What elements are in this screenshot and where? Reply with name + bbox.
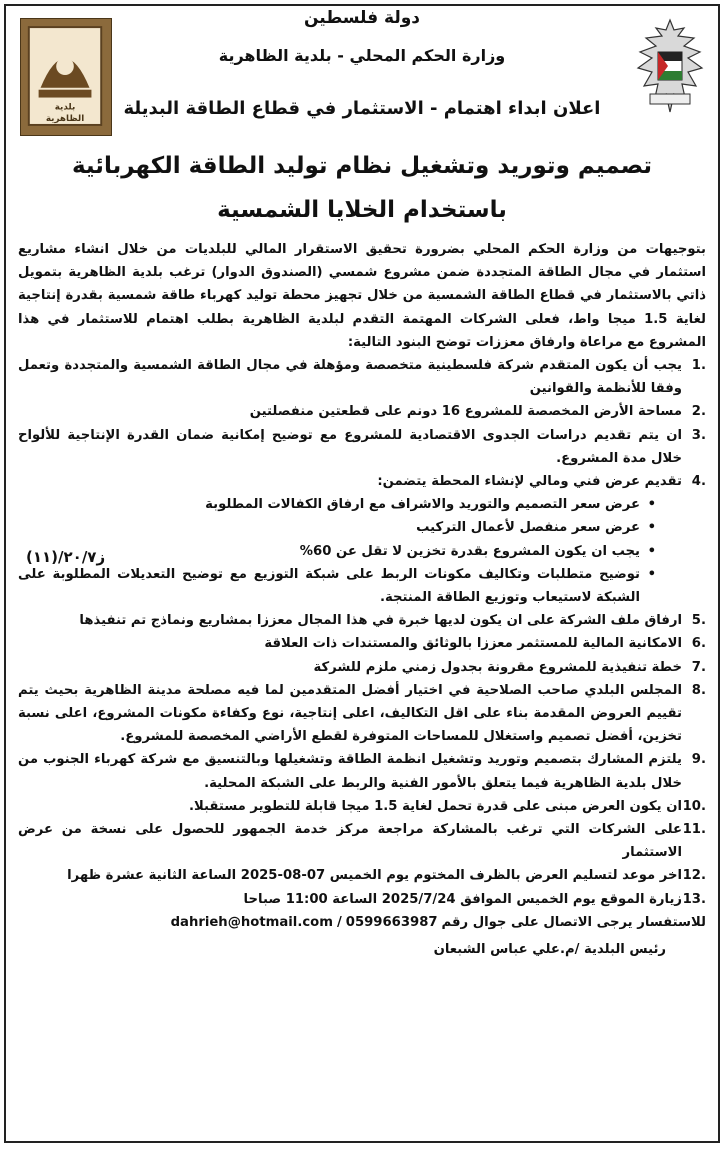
item-text: تقديم عرض فني ومالي لإنشاء المحطة يتضمن: (377, 474, 682, 490)
item-text: خطة تنفيذية للمشروع مقرونة بجدول زمني ملزم للشركة (313, 659, 682, 675)
main-title (6, 144, 718, 232)
item-number: .7 (691, 659, 706, 675)
item-text: على الشركات التي ترغب بالمشاركة مراجعة مركز خدمة الجمهور للحصول على نسخة من عرض الاستثمار (18, 822, 682, 861)
requirement-item (18, 609, 706, 632)
item-number: .11 (682, 822, 706, 838)
item-number: .8 (691, 682, 706, 698)
item-text: ان يكون العرض مبنى على قدرة تحمل لغاية 1.5 ميجا قابلة للتطوير مستقبلا. (188, 798, 682, 814)
main-title-line-2: باستخدام الخلايا الشمسية (217, 197, 507, 223)
item-number: .3 (691, 427, 706, 443)
main-title-line-1: تصميم وتوريد وتشغيل نظام توليد الطاقة الكهربائية (71, 153, 653, 179)
item-text-block (18, 424, 682, 470)
item-text: يجب أن يكون المتقدم شركة فلسطينية متخصصة ومؤهلة في مجال الطاقة الشمسية والمتجددة وتعمل وفقا للأنظمة والقوانين (18, 358, 682, 397)
contact-label: للاستفسار يرجى الاتصال على جوال رقم (441, 914, 706, 930)
sub-item: • عرض سعر التصميم والتوريد والاشراف مع ارفاق الكفالات المطلوبة (18, 493, 656, 516)
intro-paragraph: بتوجيهات من وزارة الحكم المحلي بضرورة تحقيق الاستقرار المالي للبلديات من خلال انشاء مشاريع استثمار في مجال الطاقة المتجددة ضمن مشروع شمسي (الصندوق الدوار) ترغب بلدية الظاهرية بتمويل ذاتي بالاستثمار في قطاع الطاقة الشمسية من خلال تجهيز محطة توليد كهرباء طاقة شمسية بقدرة إنتاجية لغاية 1.5 ميجا واط، فعلى الشركات المهتمة التقدم لبلدية الظاهرية بطلب اهتمام للاستثمار في هذا المشروع مع مراعاة وارفاق معززات توضح البنود التالية: (18, 242, 706, 350)
item-text: الامكانية المالية للمستثمر معززا بالوثائق والمستندات ذات العلاقة (264, 636, 682, 652)
notice-body (6, 232, 718, 961)
item-number: .1 (691, 358, 706, 374)
reference-number: ز٢٠/٧/(١١) (26, 548, 106, 566)
state-name: دولة فلسطين (303, 8, 421, 28)
sub-item-list (18, 493, 682, 609)
item-number: .10 (682, 798, 706, 814)
logo-text-bottom: الظاهرية (45, 114, 85, 125)
item-number: .4 (691, 474, 706, 490)
sub-item: • يجب ان يكون المشروع بقدرة تخزين لا تقل عن 60% (18, 540, 656, 563)
requirement-item (18, 470, 706, 609)
item-text: يلتزم المشارك بتصميم وتوريد وتشغيل انظمة الطاقة وتشغيلها وبالتنسيق مع شركة كهرباء الجنوب من خلال بلدية الظاهرية فيما يتعلق بالأمور الفنية والربط على الشبكة المحلية. (18, 752, 682, 791)
item-text-block (18, 632, 682, 655)
requirement-item (18, 632, 706, 655)
item-number: .12 (682, 868, 706, 884)
sub-item: • توضيح متطلبات وتكاليف مكونات الربط على شبكة التوزيع مع توضيح التعديلات المطلوبة على الشبكة لاستيعاب وتوزيع الطاقة المنتجة. (18, 563, 656, 609)
requirement-item (18, 864, 706, 887)
item-number: .9 (691, 752, 706, 768)
item-text: مساحة الأرض المخصصة للمشروع 16 دونم على قطعتين منفصلتين (249, 404, 682, 420)
requirement-item (18, 424, 706, 470)
requirement-item (18, 656, 706, 679)
signature: رئيس البلدية /م.علي عباس الشبعان (433, 942, 666, 958)
sub-item: • عرض سعر منفصل لأعمال التركيب (18, 516, 656, 539)
contact-phone[interactable]: 0599663987 (345, 914, 438, 930)
requirement-item (18, 748, 706, 794)
requirement-item (18, 400, 706, 423)
item-number: .6 (691, 636, 706, 652)
palestine-emblem-icon (634, 16, 706, 116)
item-text-block (18, 656, 682, 679)
requirements-list (18, 354, 706, 911)
item-text-block (18, 864, 682, 887)
item-text: المجلس البلدي صاحب الصلاحية في اختيار أفضل المتقدمين لما فيه مصلحة مدينة الظاهرية بحيث يتم تقييم العروض المقدمة بناء على اقل التكاليف، اعلى إنتاجية، نوع وكفاءة مكونات المشروع، اعلى نسبة تخزين، أفضل تصميم واستغلال للمساحات المتوفرة لقطع الأراضي المخصصة للمشروع. (18, 682, 682, 745)
requirement-item (18, 679, 706, 749)
requirement-item (18, 795, 706, 818)
notice-title: اعلان ابداء اهتمام - الاستثمار في قطاع الطاقة البديلة (123, 98, 601, 119)
item-text: زيارة الموقع يوم الخميس الموافق 2025/7/24 الساعة 11:00 صباحا (243, 891, 682, 907)
item-text-block (18, 609, 682, 632)
item-text-block (18, 470, 682, 609)
requirement-item (18, 354, 706, 400)
logo-text-top: بلدية (54, 102, 76, 113)
ministry-name: وزارة الحكم المحلي - بلدية الظاهرية (218, 46, 506, 65)
item-number: .5 (691, 613, 706, 629)
item-text-block (18, 818, 682, 864)
item-text-block (18, 679, 682, 749)
municipality-logo (20, 18, 112, 136)
item-text-block (18, 354, 682, 400)
contact-separator: / (336, 914, 342, 930)
item-text-block (18, 748, 682, 794)
item-text: ان يتم تقديم دراسات الجدوى الاقتصادية للمشروع مع توضيح إمكانية ضمان القدرة الإنتاجية للألواح خلال مدة المشروع. (18, 427, 682, 466)
item-text-block (18, 888, 682, 911)
item-text: ارفاق ملف الشركة على ان يكون لديها خبرة في هذا المجال معززا بمشاريع ونماذج تم تنفيذها (79, 613, 682, 629)
item-text: اخر موعد لتسليم العرض بالظرف المختوم يوم الخميس 07-08-2025 الساعة الثانية عشرة ظهرا (67, 868, 682, 884)
header (6, 6, 718, 138)
municipality-emblem-icon (21, 19, 111, 135)
contact-email[interactable]: dahrieh@hotmail.com (170, 914, 333, 930)
item-text-block (18, 400, 682, 423)
notice-page (4, 4, 720, 1143)
requirement-item (18, 818, 706, 864)
item-number: .13 (682, 891, 706, 907)
requirement-item (18, 888, 706, 911)
contact-line (18, 911, 706, 934)
item-text-block (18, 795, 682, 818)
item-number: .2 (691, 404, 706, 420)
